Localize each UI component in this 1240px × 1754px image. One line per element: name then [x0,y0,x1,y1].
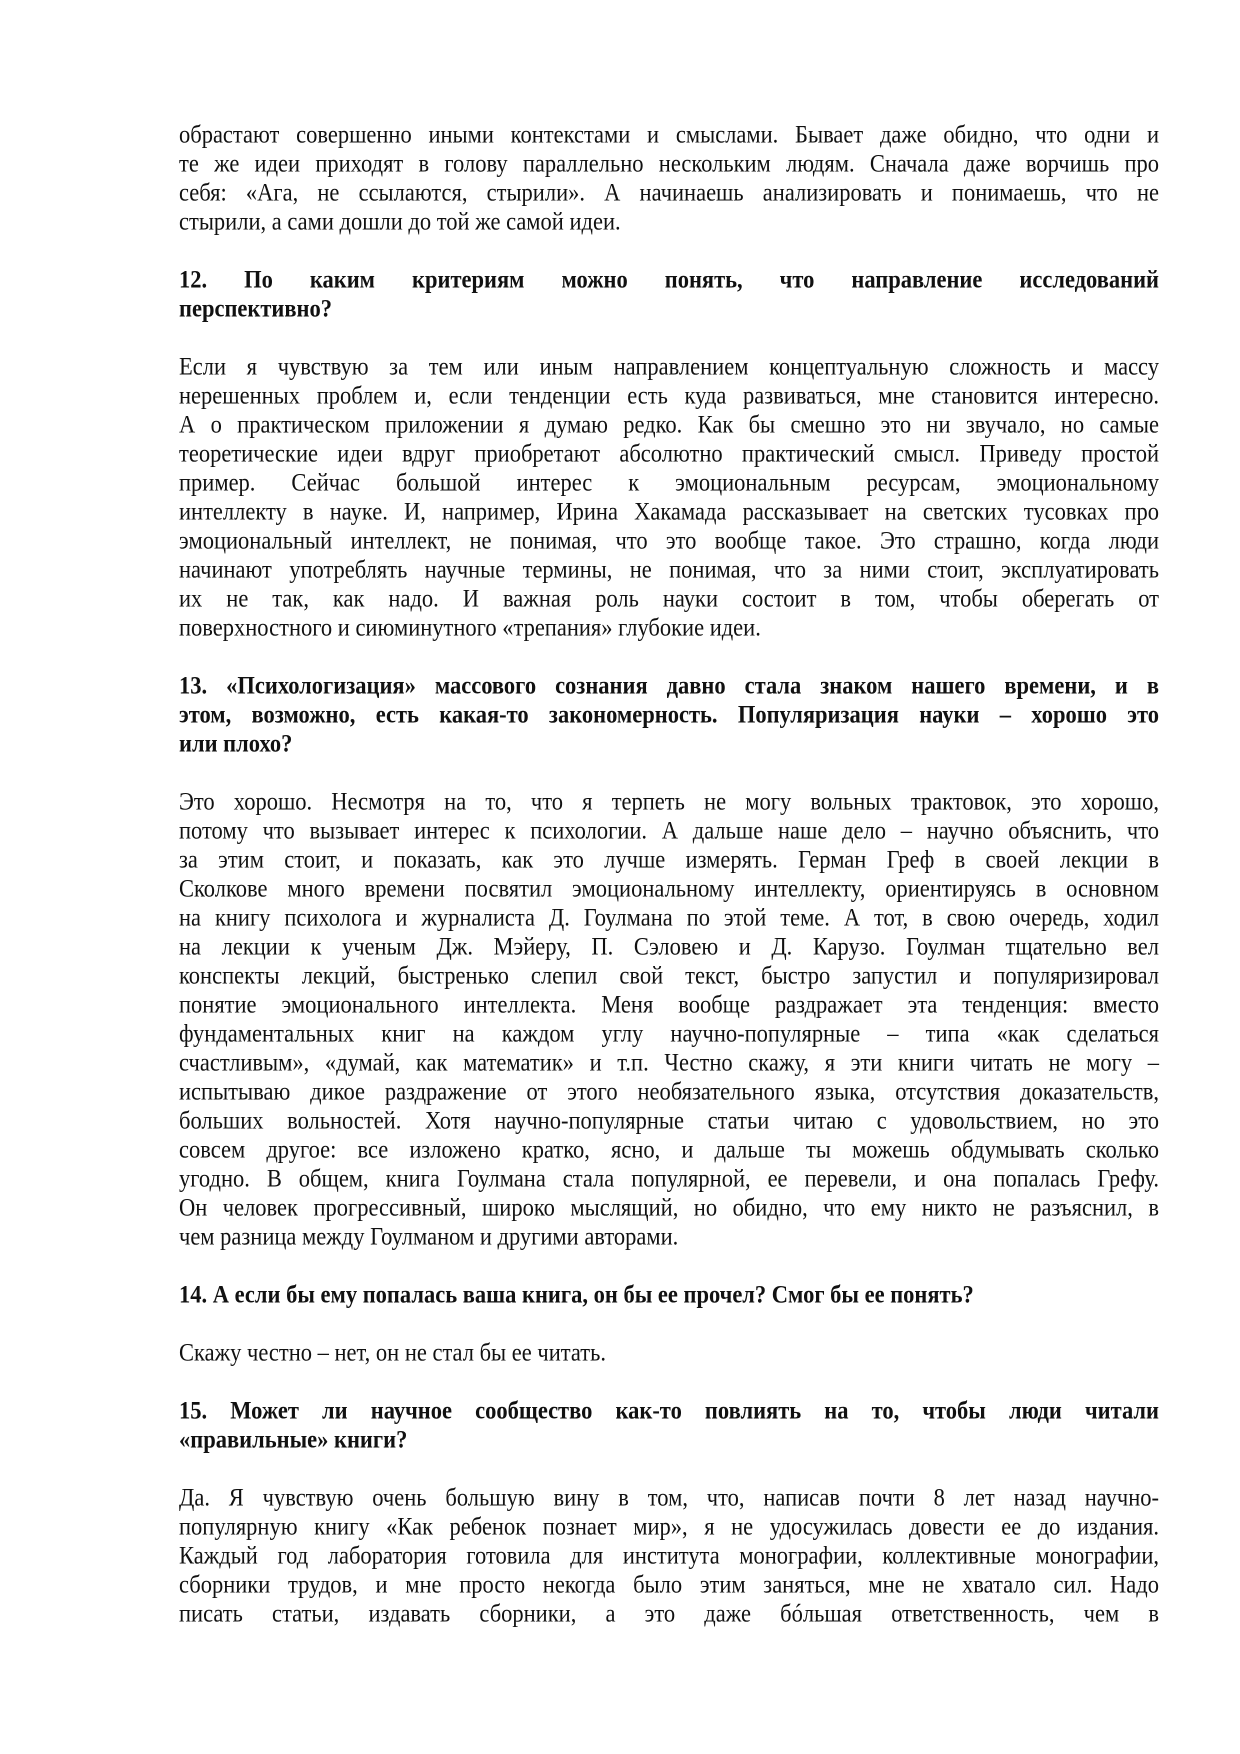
text-line: пример. Сейчас большой интерес к эмоциональным ресурсам, эмоциональному [179,468,1159,497]
text-line: интеллекту в науке. И, например, Ирина Хакамада рассказывает на светских тусовках про [179,497,1159,526]
text-line: себя: «Ага, не ссылаются, стырили». А начинаешь анализировать и понимаешь, что не [179,178,1159,207]
text-line: испытываю дикое раздражение от этого необязательного языка, отсутствия доказательств, [179,1077,1159,1106]
answer-paragraph [179,352,1159,642]
text-line: нерешенных проблем и, если тенденции есть куда развиваться, мне становится интересно. [179,381,1159,410]
text-line: 15. Может ли научное сообщество как-то повлиять на то, чтобы люди читали [179,1396,1159,1425]
text-line: те же идеи приходят в голову параллельно нескольким людям. Сначала даже ворчишь про [179,149,1159,178]
text-line: начинают употреблять научные термины, не понимая, что за ними стоит, эксплуатировать [179,555,1159,584]
answer-paragraph [179,120,1159,236]
answer-paragraph [179,787,1159,1251]
text-line: на книгу психолога и журналиста Д. Гоулмана по этой теме. А тот, в свою очередь, ходил [179,903,1159,932]
text-line: их не так, как надо. И важная роль науки состоит в том, чтобы оберегать от [179,584,1159,613]
text-line: Скажу честно – нет, он не стал бы ее читать. [179,1338,606,1367]
question-heading [179,671,1159,758]
text-line: сборники трудов, и мне просто некогда было этим заняться, мне не хватало сил. Надо [179,1570,1159,1599]
document-page [179,120,1159,1657]
answer-paragraph [179,1483,1159,1628]
question-heading [179,1396,1159,1454]
text-line: эмоциональный интеллект, не понимая, что это вообще такое. Это страшно, когда люди [179,526,1159,555]
question-heading [179,265,1159,323]
text-line: 14. А если бы ему попалась ваша книга, он бы ее прочел? Смог бы ее понять? [179,1280,974,1309]
text-line: фундаментальных книг на каждом углу научно-популярные – типа «как сделаться [179,1019,1159,1048]
text-line: А о практическом приложении я думаю редко. Как бы смешно это ни звучало, но самые [179,410,1159,439]
text-line: писать статьи, издавать сборники, а это даже бóльшая ответственность, чем в [179,1599,1159,1628]
text-line: перспективно? [179,294,332,323]
text-line: понятие эмоционального интеллекта. Меня вообще раздражает эта тенденция: вместо [179,990,1159,1019]
text-line: Да. Я чувствую очень большую вину в том, что, написав почти 8 лет назад научно- [179,1483,1159,1512]
text-line: популярную книгу «Как ребенок познает мир», я не удосужилась довести ее до издания. [179,1512,1159,1541]
text-line: 13. «Психологизация» массового сознания давно стала знаком нашего времени, и в [179,671,1159,700]
text-line: 12. По каким критериям можно понять, что направление исследований [179,265,1159,294]
text-line: обрастают совершенно иными контекстами и смыслами. Бывает даже обидно, что одни и [179,120,1159,149]
question-heading [179,1280,1159,1309]
text-line: поверхностного и сиюминутного «трепания» глубокие идеи. [179,613,761,642]
text-line: стырили, а сами дошли до той же самой идеи. [179,207,621,236]
text-line: этом, возможно, есть какая-то закономерность. Популяризация науки – хорошо это [179,700,1159,729]
text-line: счастливым», «думай, как математик» и т.п. Честно скажу, я эти книги читать не могу – [179,1048,1159,1077]
text-line: Каждый год лаборатория готовила для института монографии, коллективные монографии, [179,1541,1159,1570]
text-line: за этим стоит, и показать, как это лучше измерять. Герман Греф в своей лекции в [179,845,1159,874]
text-line: потому что вызывает интерес к психологии. А дальше наше дело – научно объяснить, что [179,816,1159,845]
answer-paragraph [179,1338,1159,1367]
text-line: на лекции к ученым Дж. Мэйеру, П. Сэловею и Д. Карузо. Гоулман тщательно вел [179,932,1159,961]
text-line: больших вольностей. Хотя научно-популярные статьи читаю с удовольствием, но это [179,1106,1159,1135]
text-line: Сколкове много времени посвятил эмоциональному интеллекту, ориентируясь в основном [179,874,1159,903]
text-line: «правильные» книги? [179,1425,408,1454]
text-line: Если я чувствую за тем или иным направлением концептуальную сложность и массу [179,352,1159,381]
text-line: угодно. В общем, книга Гоулмана стала популярной, ее перевели, и она попалась Грефу. [179,1164,1159,1193]
text-line: совсем другое: все изложено кратко, ясно, и дальше ты можешь обдумывать сколько [179,1135,1159,1164]
text-line: теоретические идеи вдруг приобретают абсолютно практический смысл. Приведу простой [179,439,1159,468]
text-line: чем разница между Гоулманом и другими авторами. [179,1222,679,1251]
text-line: конспекты лекций, быстренько слепил свой текст, быстро запустил и популяризировал [179,961,1159,990]
text-line: Это хорошо. Несмотря на то, что я терпеть не могу вольных трактовок, это хорошо, [179,787,1159,816]
text-line: Он человек прогрессивный, широко мыслящий, но обидно, что ему никто не разъяснил, в [179,1193,1159,1222]
text-line: или плохо? [179,729,293,758]
